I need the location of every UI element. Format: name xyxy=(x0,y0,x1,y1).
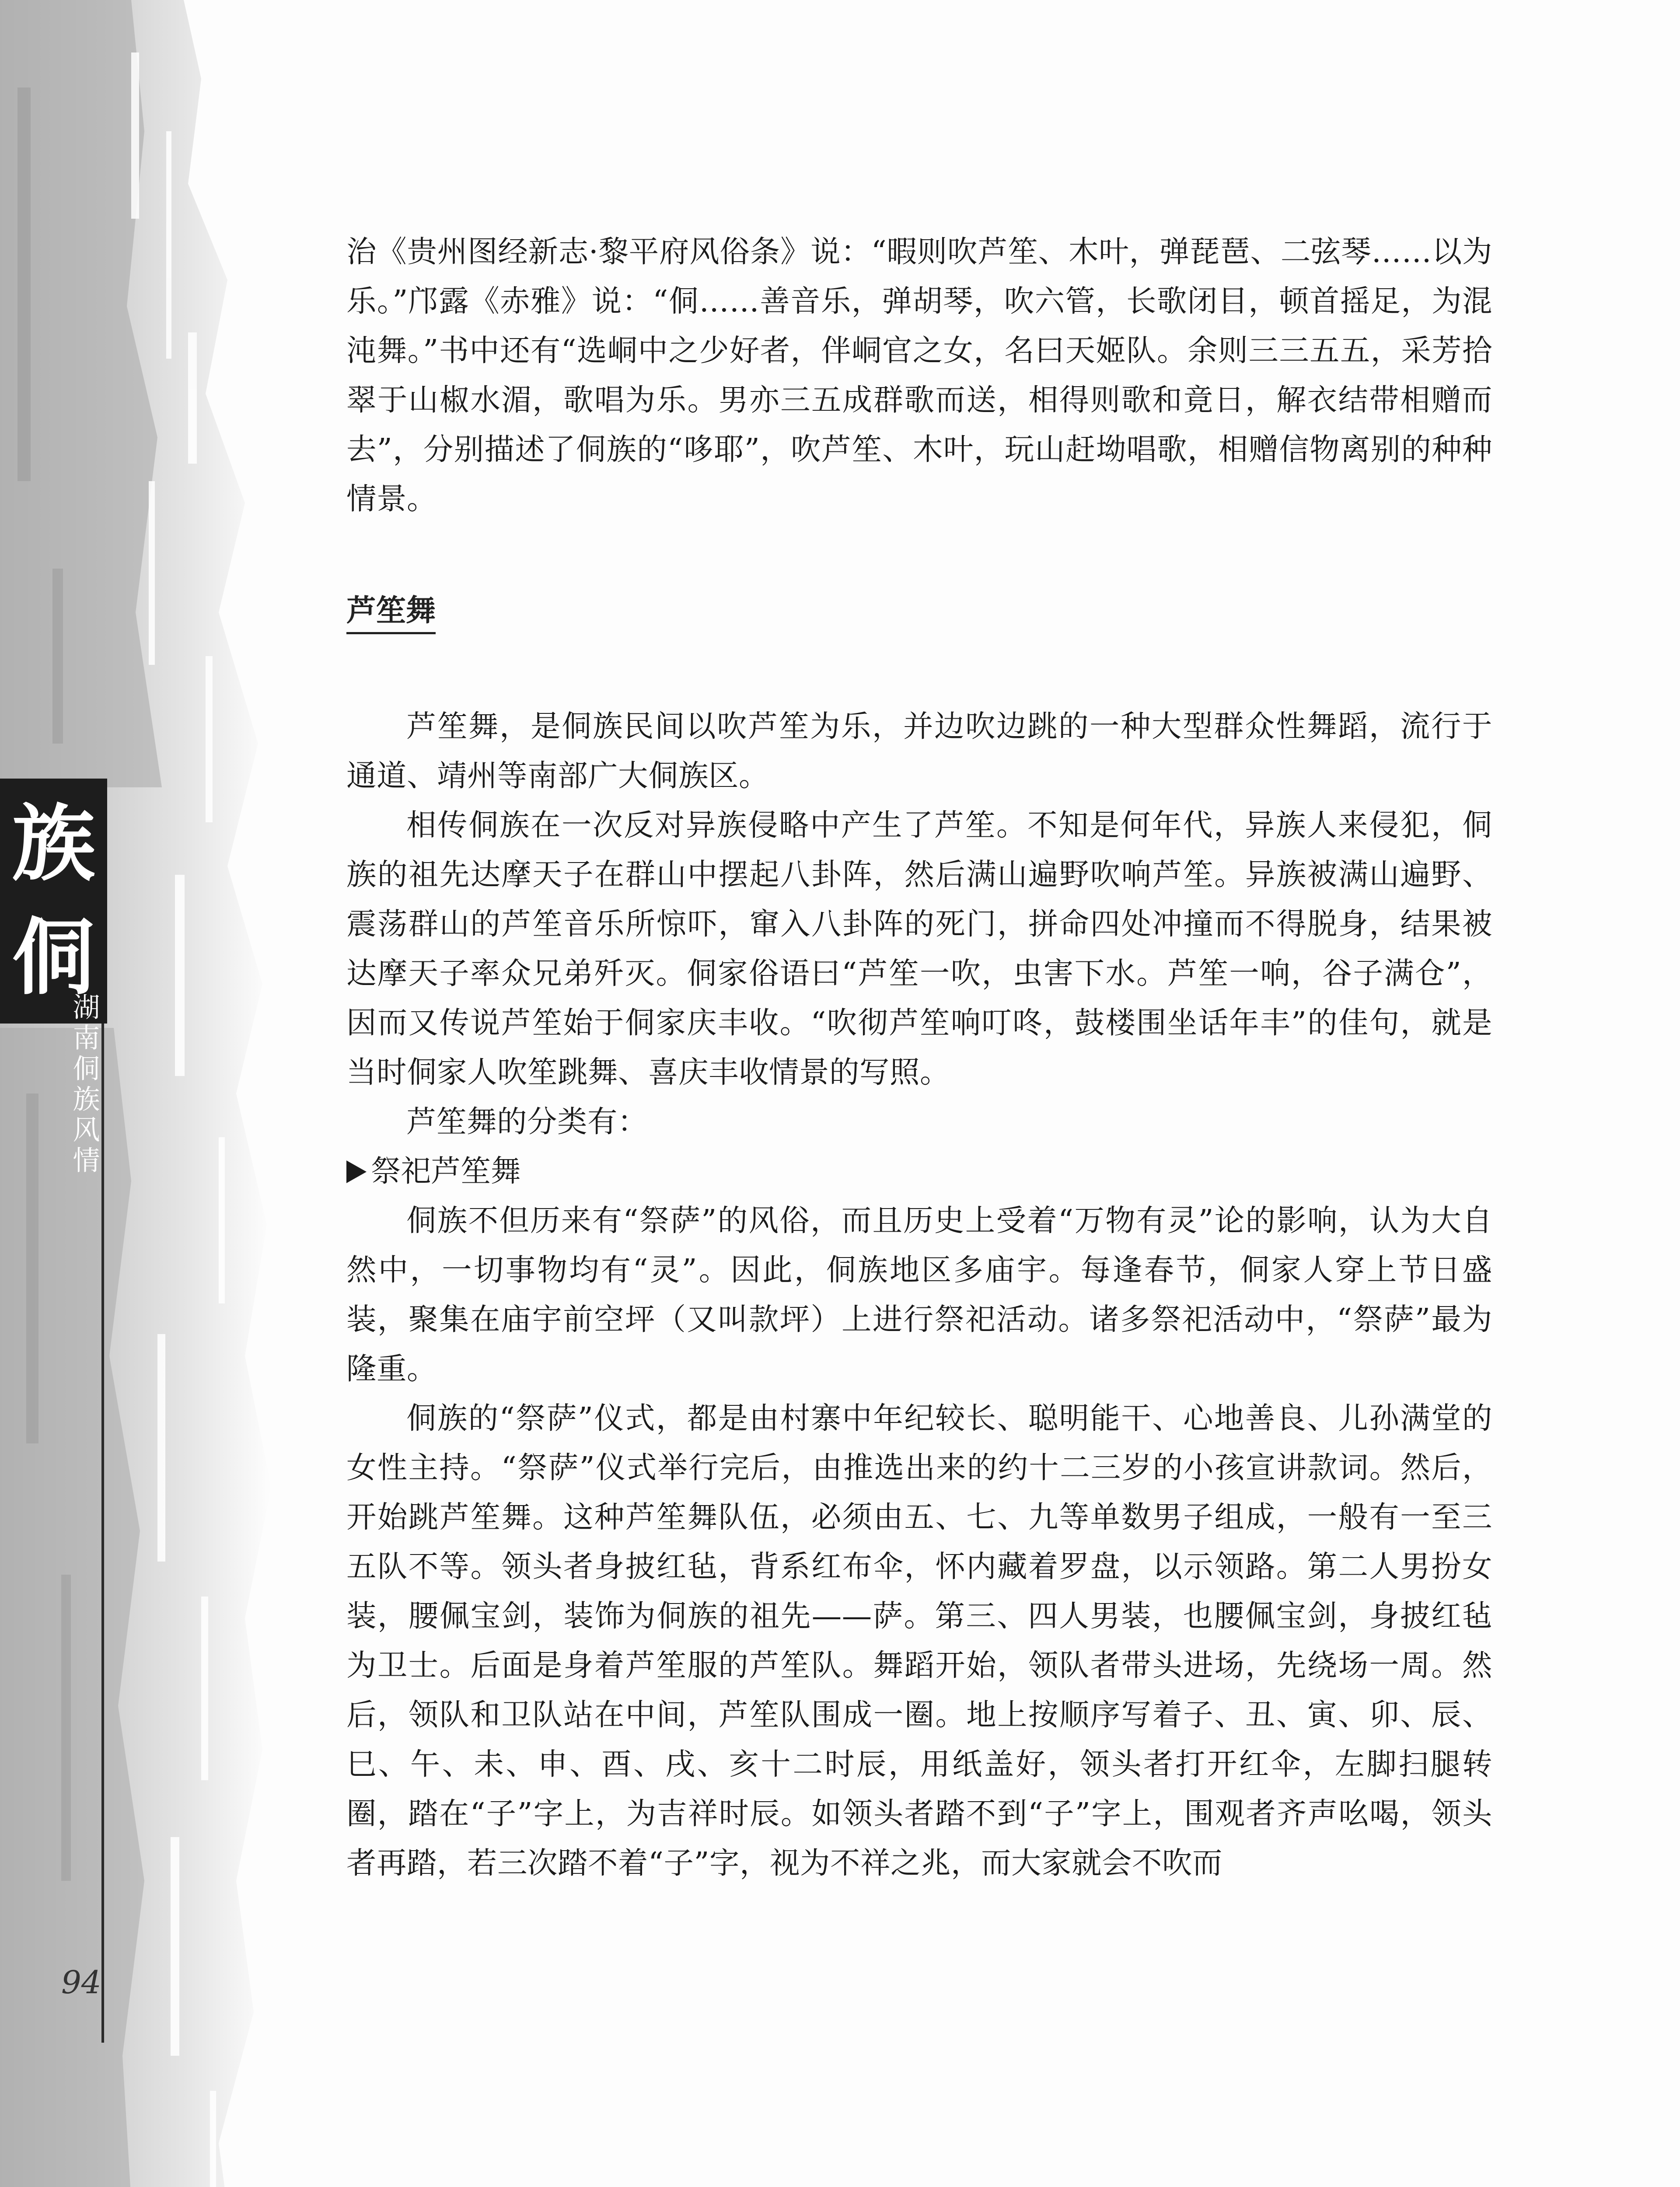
section-heading: 芦笙舞 xyxy=(346,596,436,634)
subsection-bullet xyxy=(346,1147,1492,1196)
ink-brush-texture xyxy=(0,0,280,2187)
side-subtitle: 湖南侗族风情 xyxy=(68,993,100,1177)
side-rule xyxy=(101,1024,104,2043)
side-title-char-top: 族 xyxy=(12,796,95,892)
paragraph-5: 侗族的“祭萨”仪式，都是由村寨中年纪较长、聪明能干、心地善良、儿孙满堂的女性主持。“祭萨”仪式举行完后，由推选出来的约十二三岁的小孩宣讲款词。然后，开始跳芦笙舞。这种芦笙舞队伍，必须由五、七、九等单数男子组成，一般有一至三五队不等。领头者身披红毡，背系红布伞，怀内藏着罗盘，以示领路。第二人男扮女装，腰佩宝剑，装饰为侗族的祖先——萨。第三、四人男装，也腰佩宝剑，身披红毡为卫士。后面是身着芦笙服的芦笙队。舞蹈开始，领队者带头进场，先绕场一周。然后，领队和卫队站在中间，芦笙队围成一圈。地上按顺序写着子、丑、寅、卯、辰、巳、午、未、申、酉、戌、亥十二时辰，用纸盖好，领头者打开红伞，左脚扫腿转圈，踏在“子”字上，为吉祥时辰。如领头者踏不到“子”字上，围观者齐声吆喝，领头者再踏，若三次踏不着“子”字，视为不祥之兆，而大家就会不吹而 xyxy=(346,1401,1492,1881)
paragraph-3: 芦笙舞的分类有： xyxy=(406,1104,648,1139)
intro-paragraph: 治《贵州图经新志·黎平府风俗条》说：“暇则吹芦笙、木叶，弹琵琶、二弦琴……以为乐。”邝露《赤雅》说：“侗……善音乐，弹胡琴，吹六管，长歌闭目，顿首摇足，为混沌舞。”书中还有“选峒中之少好者，伴峒官之女，名曰天姬队。余则三三五五，采芳拾翠于山椒水湄，歌唱为乐。男亦三五成群歌而送，相得则歌和竟日，解衣结带相赠而去”，分别描述了侗族的“哆耶”，吹芦笙、木叶，玩山赶坳唱歌，相赠信物离别的种种情景。 xyxy=(346,234,1492,517)
paragraph-2: 相传侗族在一次反对异族侵略中产生了芦笙。不知是何年代，异族人来侵犯，侗族的祖先达摩天子在群山中摆起八卦阵，然后满山遍野吹响芦笙。异族被满山遍野、震荡群山的芦笙音乐所惊吓，窜入八卦阵的死门，拼命四处冲撞而不得脱身，结果被达摩天子率众兄弟歼灭。侗家俗语曰“芦笙一吹，虫害下水。芦笙一响，谷子满仓”，因而又传说芦笙始于侗家庆丰收。“吹彻芦笙响叮咚，鼓楼围坐话年丰”的佳句，就是当时侗家人吹笙跳舞、喜庆丰收情景的写照。 xyxy=(346,808,1492,1090)
paragraph-1: 芦笙舞，是侗族民间以吹芦笙为乐，并边吹边跳的一种大型群众性舞蹈，流行于通道、靖州等南部广大侗族区。 xyxy=(346,709,1492,793)
side-title-char-bottom: 侗 xyxy=(12,909,95,1006)
main-text-column xyxy=(346,227,1492,1888)
triangle-bullet-icon xyxy=(346,1160,367,1183)
subsection-label: 祭祀芦笙舞 xyxy=(371,1154,521,1189)
ink-brush-band xyxy=(0,0,280,2187)
side-title-block xyxy=(0,779,107,1024)
page-number: 94 xyxy=(61,1964,101,2001)
paragraph-4: 侗族不但历来有“祭萨”的风俗，而且历史上受着“万物有灵”论的影响，认为大自然中，一切事物均有“灵”。因此，侗族地区多庙宇。每逢春节，侗家人穿上节日盛装，聚集在庙宇前空坪（又叫款坪）上进行祭祀活动。诸多祭祀活动中，“祭萨”最为隆重。 xyxy=(346,1203,1492,1387)
